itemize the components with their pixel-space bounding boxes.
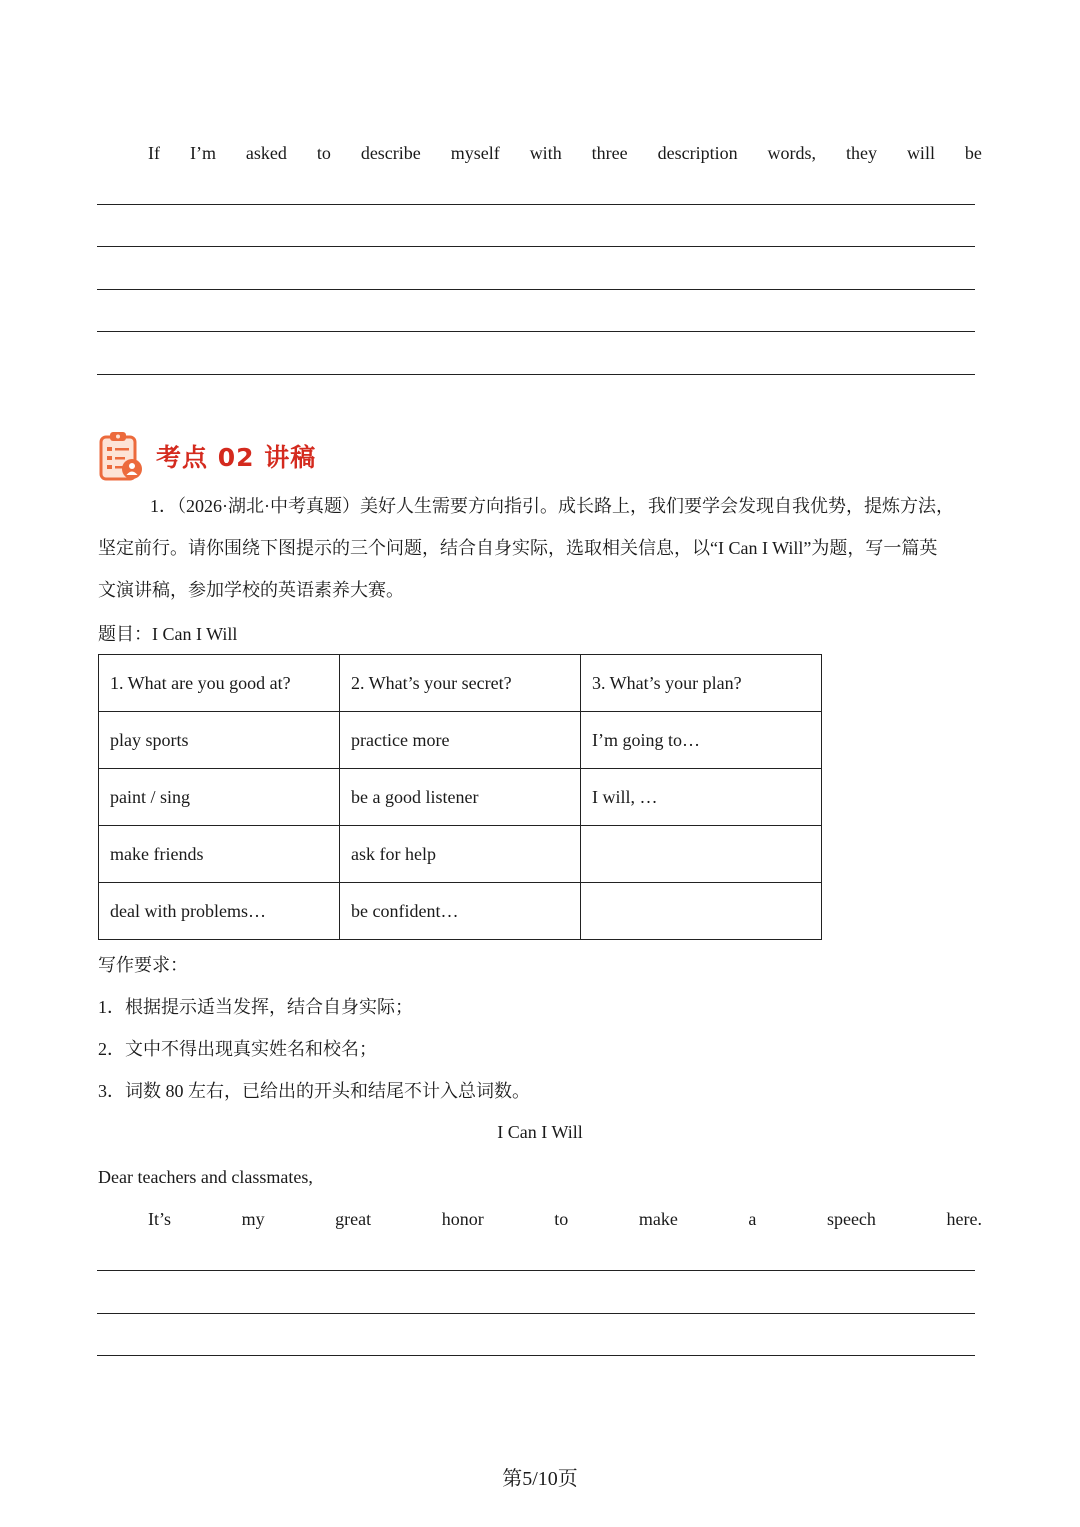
table-row	[99, 769, 822, 826]
requirement-item: 3．词数 80 左右，已给出的开头和结尾不计入总词数。	[98, 1081, 530, 1101]
writing-line[interactable]	[97, 1270, 975, 1271]
table-cell: I’m going to…	[581, 712, 822, 769]
essay-word: a	[748, 1209, 757, 1229]
requirement-item: 2．文中不得出现真实姓名和校名；	[98, 1039, 377, 1059]
table-cell: I will, …	[581, 769, 822, 826]
table-row	[99, 826, 822, 883]
essay-word: here.	[946, 1209, 982, 1229]
writing-line[interactable]	[97, 331, 975, 332]
section-title: 考点 02 讲稿	[156, 443, 317, 472]
table-row	[99, 712, 822, 769]
section-heading	[98, 430, 316, 482]
table-cell: deal with problems…	[99, 883, 340, 940]
table-cell: practice more	[340, 712, 581, 769]
prompt-word: with	[529, 143, 562, 163]
prompt-word: description	[657, 143, 738, 163]
table-cell: be a good listener	[340, 769, 581, 826]
prompt-word: I’m	[189, 143, 216, 163]
question-line-2: 坚定前行。请你围绕下图提示的三个问题，结合自身实际，选取相关信息，以“I Can I Will”为题，写一篇英	[98, 538, 938, 558]
prompt-word: asked	[245, 143, 287, 163]
hint-table	[98, 654, 822, 940]
writing-line[interactable]	[97, 289, 975, 290]
table-header-cell: 1. What are you good at?	[99, 655, 340, 712]
page-number: 第5/10页	[502, 1468, 578, 1490]
essay-title: I Can I Will	[497, 1122, 583, 1142]
writing-line[interactable]	[97, 1355, 975, 1356]
table-cell: ask for help	[340, 826, 581, 883]
prompt-word: be	[964, 143, 982, 163]
table-header-cell: 2. What’s your secret?	[340, 655, 581, 712]
table-cell: paint / sing	[99, 769, 340, 826]
prompt-word: myself	[450, 143, 500, 163]
requirement-item: 1．根据提示适当发挥，结合自身实际；	[98, 997, 413, 1017]
table-cell	[581, 826, 822, 883]
table-cell: play sports	[99, 712, 340, 769]
question-line-1	[98, 485, 984, 527]
clipboard-checklist-icon	[98, 430, 144, 482]
table-row	[99, 883, 822, 940]
question-paragraph	[98, 485, 984, 611]
essay-word: make	[638, 1209, 678, 1229]
table-header-cell: 3. What’s your plan?	[581, 655, 822, 712]
writing-line[interactable]	[97, 246, 975, 247]
requirements-heading: 写作要求：	[98, 955, 188, 975]
writing-line[interactable]	[97, 1313, 975, 1314]
table-cell	[581, 883, 822, 940]
essay-word: speech	[826, 1209, 876, 1229]
writing-line[interactable]	[97, 204, 975, 205]
essay-word: to	[554, 1209, 569, 1229]
essay-word: It’s	[148, 1209, 172, 1229]
essay-opening-line	[148, 1207, 982, 1231]
prompt-word: to	[316, 143, 331, 163]
essay-word: my	[241, 1209, 265, 1229]
prompt-word: will	[906, 143, 935, 163]
essay-word: great	[335, 1209, 372, 1229]
question-line-3: 文演讲稿，参加学校的英语素养大赛。	[98, 580, 404, 600]
question-text: 1．（2026·湖北·中考真题）美好人生需要方向指引。成长路上，我们要学会发现自我优势，提炼方法，	[150, 496, 954, 516]
prompt-word: describe	[360, 143, 421, 163]
essay-word: honor	[441, 1209, 484, 1229]
table-header-row	[99, 655, 822, 712]
prompt-line-top	[148, 141, 982, 165]
prompt-word: they	[845, 143, 877, 163]
prompt-word: three	[591, 143, 628, 163]
writing-line[interactable]	[97, 374, 975, 375]
prompt-word: If	[148, 143, 160, 163]
prompt-word: words,	[767, 143, 817, 163]
table-cell: be confident…	[340, 883, 581, 940]
essay-salutation: Dear teachers and classmates,	[98, 1167, 313, 1187]
table-cell: make friends	[99, 826, 340, 883]
topic-line: 题目：I Can I Will	[98, 624, 238, 644]
